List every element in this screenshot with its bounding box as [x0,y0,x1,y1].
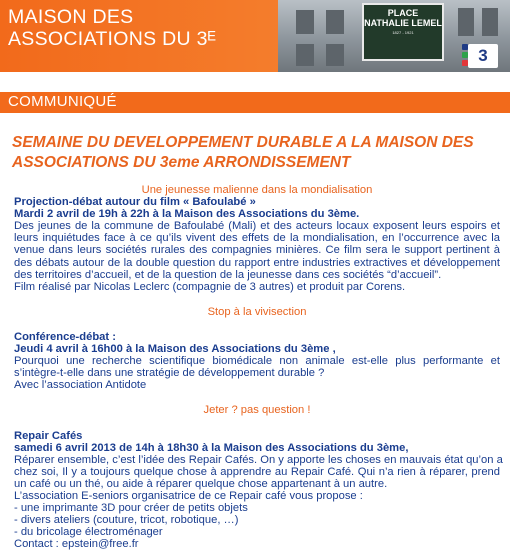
headline-line2: ASSOCIATIONS DU 3eme ARRONDISSEMENT [12,154,351,171]
event-title: Jeter ? pas question ! [203,404,311,417]
logo-dot-icon [462,44,468,50]
arrondissement-logo-icon [468,44,498,68]
event-date: Mardi 2 avril de 19h à 22h à la Maison des Associations du 3ème. [14,208,360,221]
event-description: des débats autour de la double question du rapport entre industries extractives et développement [14,256,500,269]
event-subtitle: Repair Cafés [14,429,83,442]
list-item: - divers ateliers (couture, tricot, robotique, …) [14,514,239,527]
event-description: leurs inquiétudes face à ce qu’ils vivent des effets de la mondialisation, en l’occurrence avec la [14,232,500,245]
event-description: des territoires d’accueil, et de la question de la jeunesse dans ces sociétés “d’accueil”. [14,268,442,281]
page-headline [12,133,502,173]
event-description: Pourquoi une recherche scientifique biomédicale non animale est-elle plus performante et [14,355,500,368]
event-credit: Film réalisé par Nicolas Leclerc (compagnie de 3 autres) et produit par Corens. [14,280,406,293]
site-title-line1: MAISON DES [8,6,134,28]
event-description: Des jeunes de la commune de Bafoulabé (Mali) et des acteurs locaux exposent leurs espoirs et [14,220,500,233]
section-title: COMMUNIQUÉ [8,93,117,110]
event-description: un café ou un thé, ou aide à réparer quelque chose appartenant à un autre. [14,477,388,490]
event-subtitle: Conférence-débat : [14,330,116,343]
contact-email[interactable]: Contact : epstein@free.fr [14,538,139,550]
article-body [14,184,503,550]
event-credit: Avec l’association Antidote [14,379,147,392]
event-date: Jeudi 4 avril à 16h00 à la Maison des Associations du 3ème , [14,343,336,356]
event-title: Stop à la vivisection [207,305,307,318]
event-description: s’intègre-t-elle dans une stratégie de développement durable ? [14,367,325,380]
event-subtitle: Projection-débat autour du film « Bafoulabé » [14,196,256,209]
plaque-line1: PLACE [387,8,419,18]
street-plaque [362,3,444,61]
section-header [0,92,510,113]
plaque-line2: NATHALIE LEMEL [364,18,442,28]
event-description: chez soi, Il y a toujours quelque chose à apprendre au Repair Café. Qui n’a rien à réparer, prend [14,465,500,478]
logo-text: 3 [478,46,488,65]
list-item: - du bricolage électroménager [14,526,163,539]
logo-dot-icon [462,60,468,66]
event-description: L’association E-seniors organisatrice de ce Repair café vous propose : [14,489,363,502]
event-title: Une jeunesse malienne dans la mondialisation [141,184,373,196]
event-description: venue dans leurs sociétés rurales des compagnies minières. Ce film sera le support pertinent à [14,244,500,257]
site-title-line2: ASSOCIATIONS DU 3ᴱ [8,28,217,50]
event-description: Réparer ensemble, c’est l’idée des Repair Cafés. On y apporte les choses en mauvais état qu’on a [14,453,503,466]
plaque-line3: 1827 - 1921 [392,30,414,35]
list-item: - une imprimante 3D pour créer de petits objets [14,502,248,515]
headline-line1: SEMAINE DU DEVELOPPEMENT DURABLE A LA MAISON DES [12,134,474,151]
logo-dot-icon [462,52,468,58]
site-title[interactable] [8,6,216,50]
event-date: samedi 6 avril 2013 de 14h à 18h30 à la Maison des Associations du 3ème, [14,441,409,454]
